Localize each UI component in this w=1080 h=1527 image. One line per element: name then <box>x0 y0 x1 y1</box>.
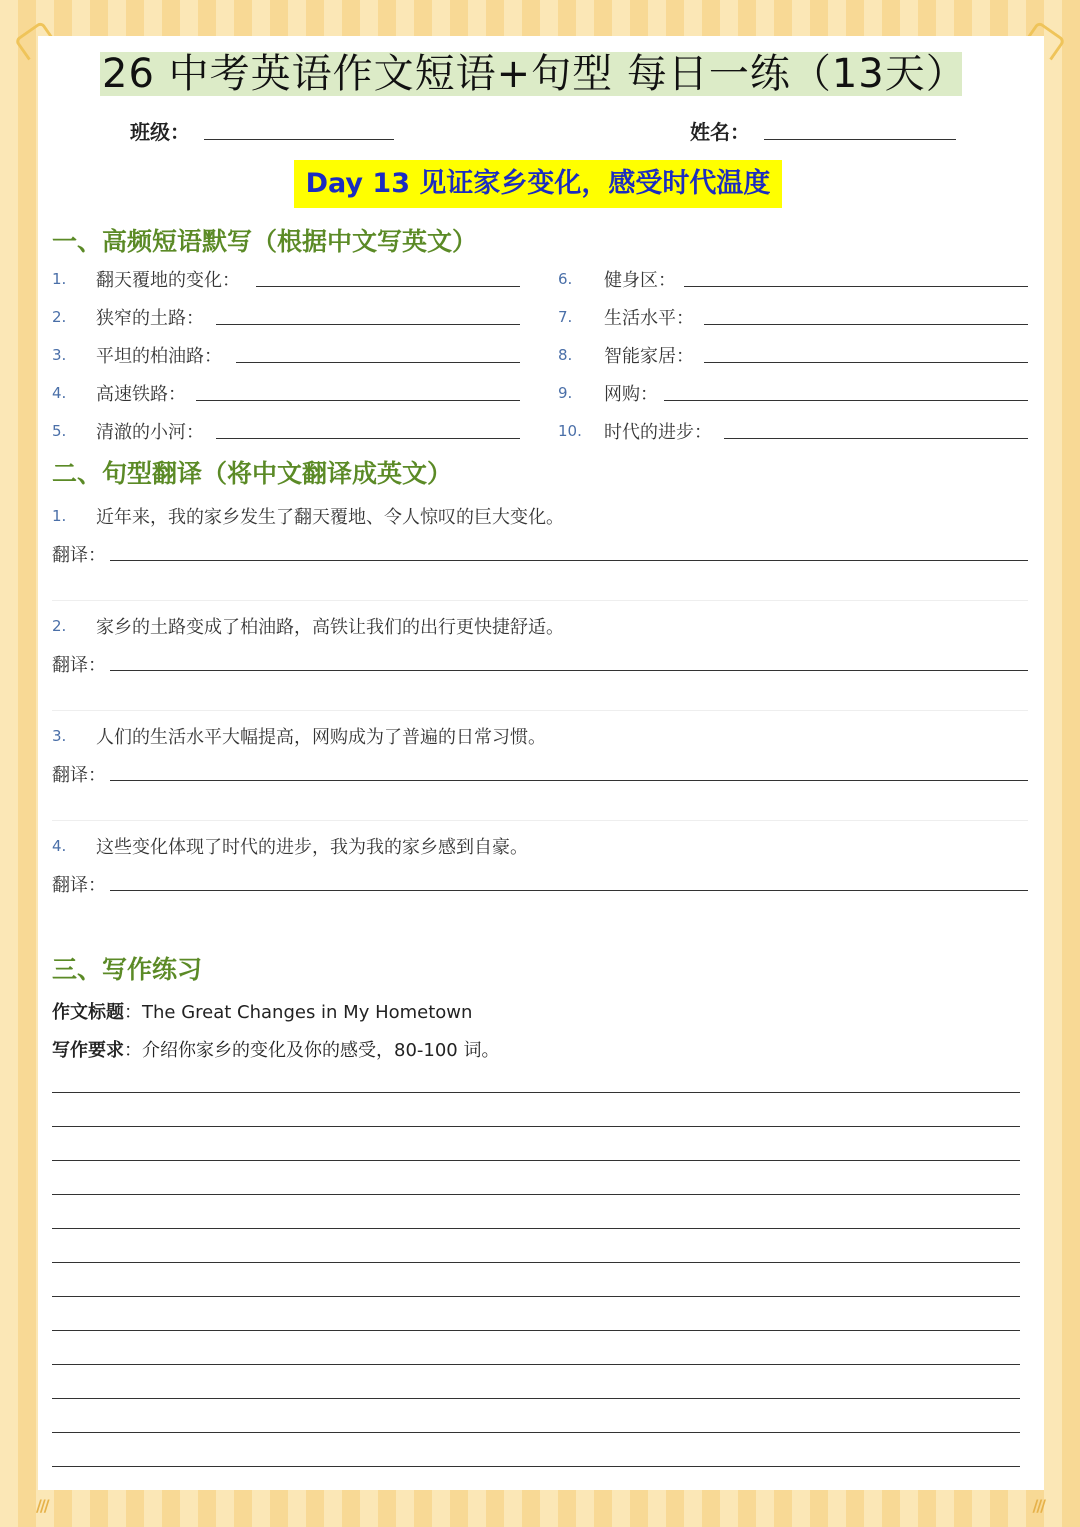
worksheet-page <box>38 36 1044 1490</box>
divider <box>52 600 1028 601</box>
phrase-answer-line[interactable] <box>724 438 1028 439</box>
phrase-prompt: 高速铁路： <box>96 384 186 405</box>
phrase-number: 6. <box>558 270 573 288</box>
writing-line[interactable] <box>52 1364 1020 1365</box>
essay-requirement-value: ：介绍你家乡的变化及你的感受，80-100 词。 <box>124 1040 500 1061</box>
phrase-answer-line[interactable] <box>684 286 1028 287</box>
writing-line[interactable] <box>52 1432 1020 1433</box>
worksheet-title: 26 中考英语作文短语+句型 每日一练（13天） <box>102 51 967 97</box>
phrase-answer-line[interactable] <box>664 400 1028 401</box>
translate-label: 翻译： <box>52 545 106 566</box>
writing-line[interactable] <box>52 1398 1020 1399</box>
translate-label: 翻译： <box>52 875 106 896</box>
translation-answer-line[interactable] <box>110 560 1028 561</box>
phrase-prompt: 清澈的小河： <box>96 422 204 443</box>
sentence-number: 3. <box>52 727 67 745</box>
sentence-number: 2. <box>52 617 67 635</box>
translate-label: 翻译： <box>52 765 106 786</box>
class-label: 班级： <box>130 120 190 144</box>
class-field[interactable] <box>204 139 394 140</box>
phrase-answer-line[interactable] <box>216 324 520 325</box>
phrase-number: 9. <box>558 384 573 402</box>
translate-label: 翻译： <box>52 655 106 676</box>
phrase-answer-line[interactable] <box>236 362 520 363</box>
phrase-answer-line[interactable] <box>704 362 1028 363</box>
phrase-prompt: 时代的进步： <box>604 422 712 443</box>
writing-line[interactable] <box>52 1228 1020 1229</box>
day-title: Day 13 见证家乡变化，感受时代温度 <box>294 160 782 208</box>
phrase-number: 5. <box>52 422 67 440</box>
writing-line[interactable] <box>52 1296 1020 1297</box>
translation-answer-line[interactable] <box>110 780 1028 781</box>
writing-line[interactable] <box>52 1092 1020 1093</box>
phrase-number: 7. <box>558 308 573 326</box>
essay-topic-value: ：The Great Changes in My Hometown <box>124 1002 473 1023</box>
phrase-answer-line[interactable] <box>196 400 520 401</box>
phrase-answer-line[interactable] <box>216 438 520 439</box>
phrase-number: 2. <box>52 308 67 326</box>
writing-line[interactable] <box>52 1194 1020 1195</box>
phrase-number: 1. <box>52 270 67 288</box>
translation-answer-line[interactable] <box>110 890 1028 891</box>
decor-slash-right: /// <box>1032 1496 1044 1515</box>
sentence-number: 1. <box>52 507 67 525</box>
decor-slash-left: /// <box>36 1496 48 1515</box>
phrase-number: 4. <box>52 384 67 402</box>
sentence-prompt: 近年来，我的家乡发生了翻天覆地、令人惊叹的巨大变化。 <box>96 507 564 528</box>
divider <box>52 710 1028 711</box>
essay-requirement-label: 写作要求 <box>52 1040 124 1061</box>
name-field[interactable] <box>764 139 956 140</box>
writing-line[interactable] <box>52 1262 1020 1263</box>
divider <box>52 820 1028 821</box>
section2-heading: 二、句型翻译（将中文翻译成英文） <box>52 459 453 488</box>
essay-requirement <box>52 1036 499 1062</box>
phrase-prompt: 平坦的柏油路： <box>96 346 222 367</box>
section3-heading: 三、写作练习 <box>52 955 203 984</box>
phrase-number: 8. <box>558 346 573 364</box>
sentence-number: 4. <box>52 837 67 855</box>
phrase-prompt: 狭窄的土路： <box>96 308 204 329</box>
name-label: 姓名： <box>690 120 750 144</box>
sentence-prompt: 家乡的土路变成了柏油路，高铁让我们的出行更快捷舒适。 <box>96 617 564 638</box>
phrase-number: 3. <box>52 346 67 364</box>
writing-line[interactable] <box>52 1160 1020 1161</box>
phrase-prompt: 智能家居： <box>604 346 694 367</box>
phrase-prompt: 生活水平： <box>604 308 694 329</box>
writing-line[interactable] <box>52 1466 1020 1467</box>
phrase-answer-line[interactable] <box>256 286 520 287</box>
section1-heading: 一、高频短语默写（根据中文写英文） <box>52 227 478 256</box>
writing-line[interactable] <box>52 1330 1020 1331</box>
essay-topic-label: 作文标题 <box>52 1002 124 1023</box>
sentence-prompt: 人们的生活水平大幅提高，网购成为了普遍的日常习惯。 <box>96 727 546 748</box>
phrase-prompt: 翻天覆地的变化： <box>96 270 240 291</box>
translation-answer-line[interactable] <box>110 670 1028 671</box>
sentence-prompt: 这些变化体现了时代的进步，我为我的家乡感到自豪。 <box>96 837 528 858</box>
phrase-prompt: 网购： <box>604 384 658 405</box>
essay-topic <box>52 998 472 1024</box>
writing-line[interactable] <box>52 1126 1020 1127</box>
phrase-number: 10. <box>558 422 582 440</box>
phrase-answer-line[interactable] <box>704 324 1028 325</box>
phrase-prompt: 健身区： <box>604 270 676 291</box>
